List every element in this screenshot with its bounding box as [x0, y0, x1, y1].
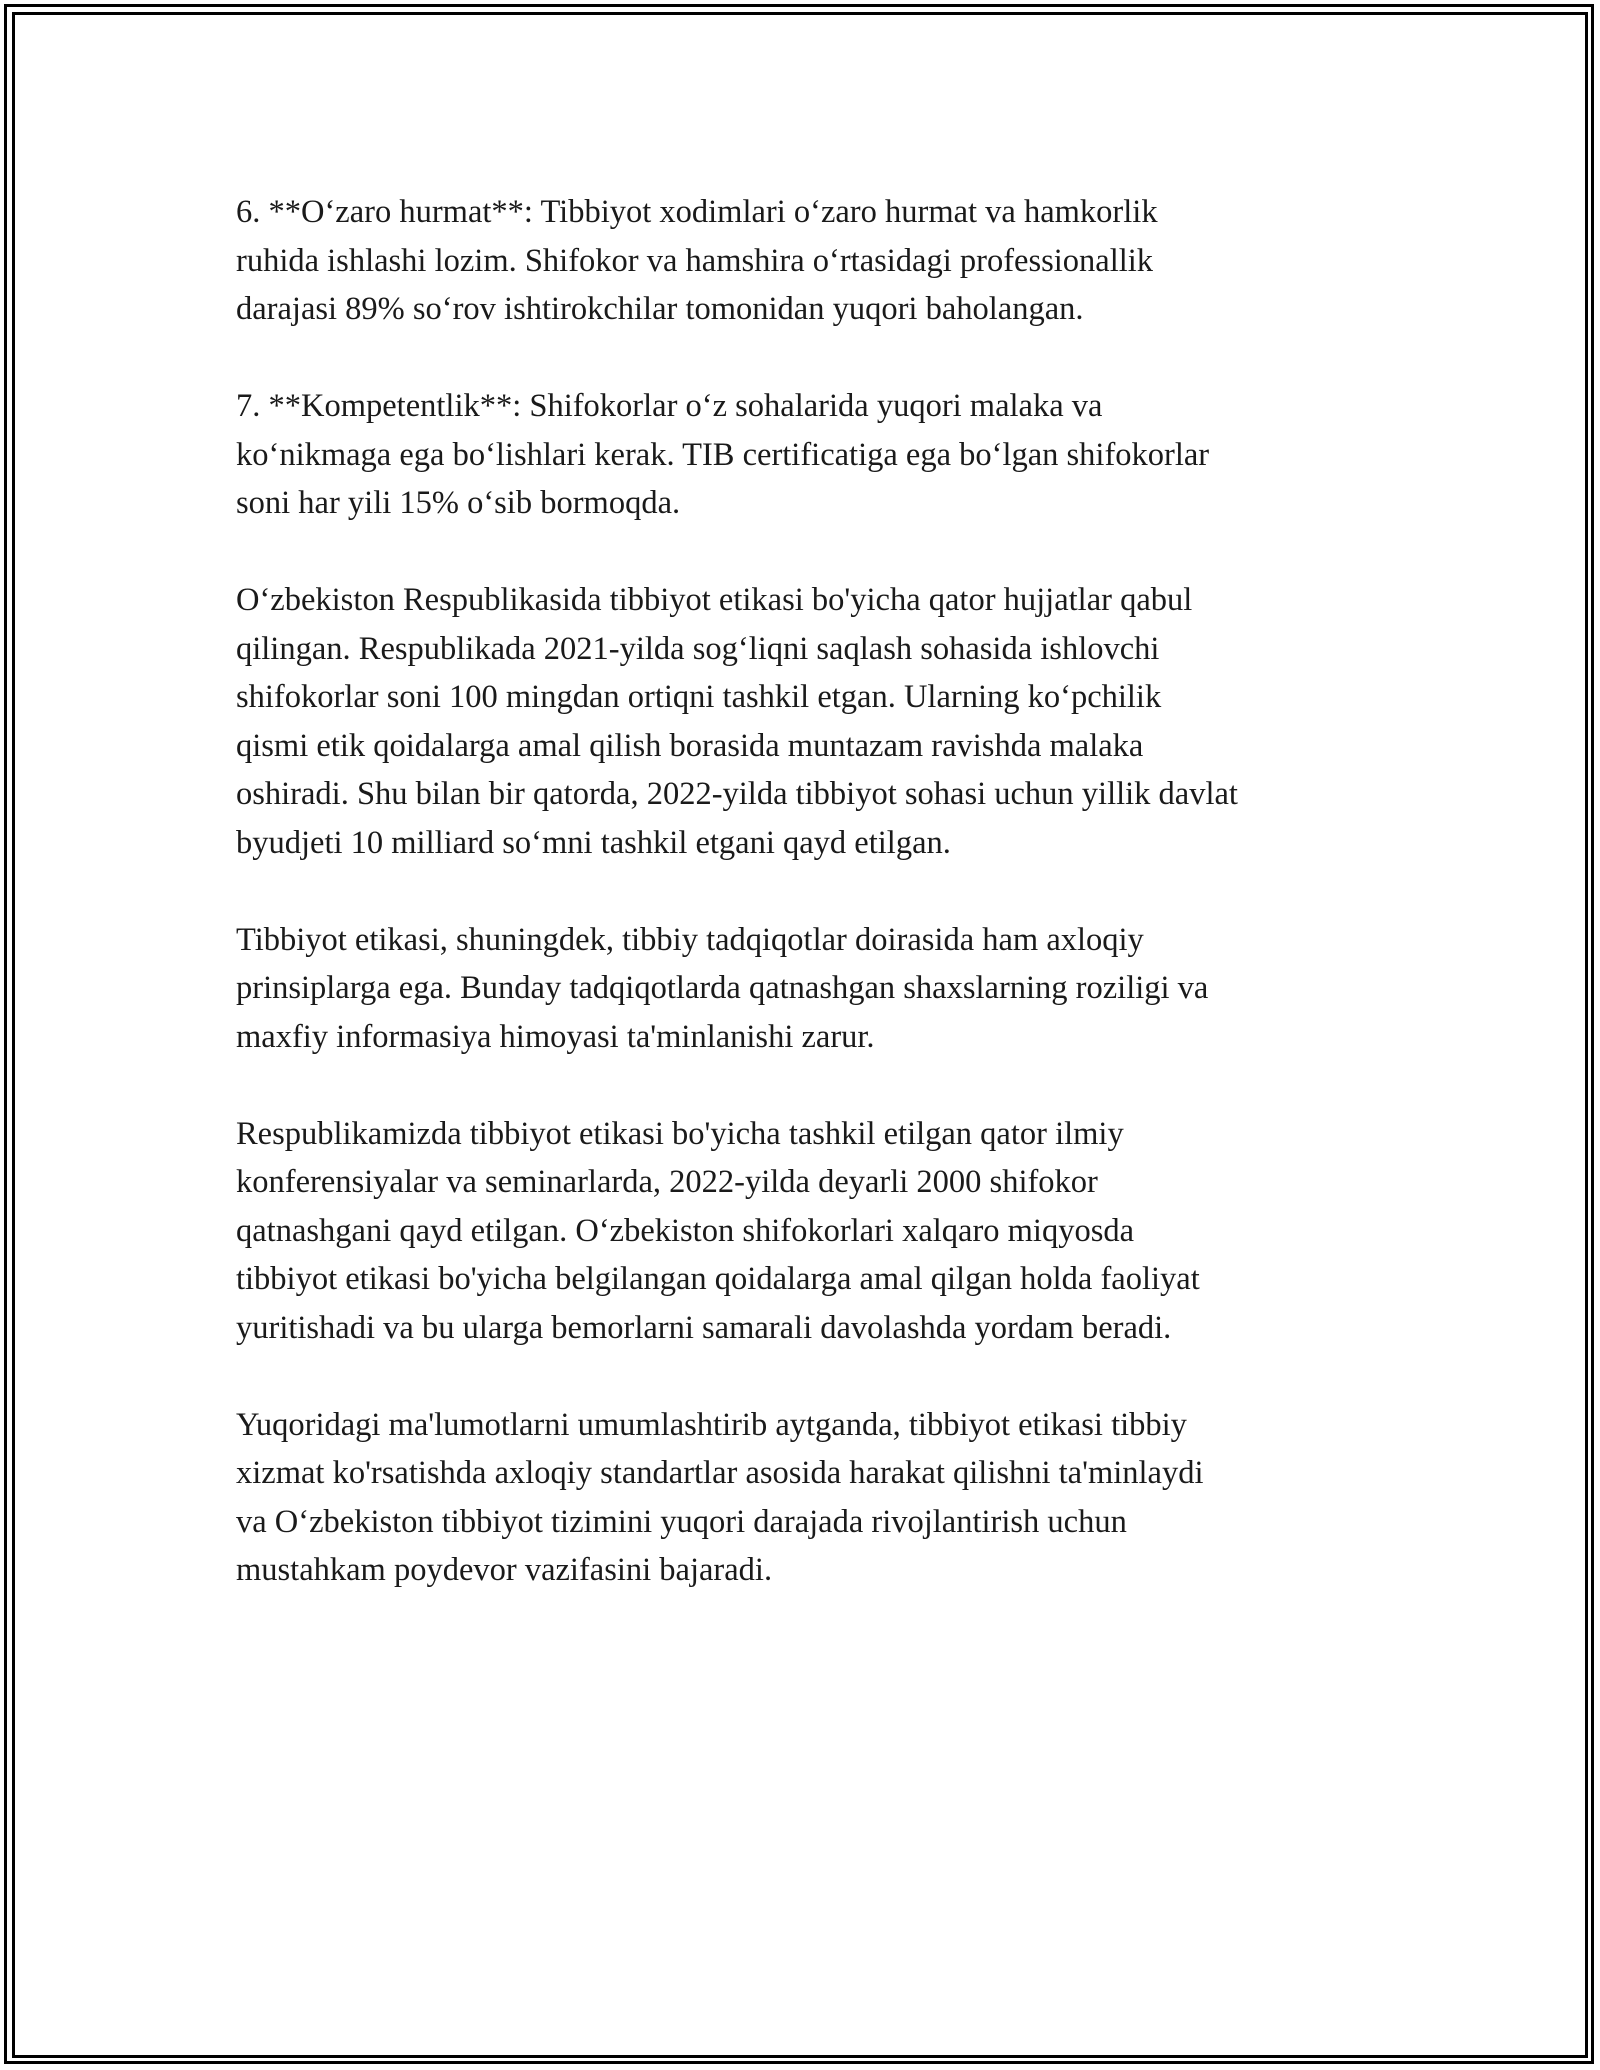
list-item-7 [236, 382, 1386, 528]
text-line: O‘zbekiston Respublikasida tibbiyot etikasi bo'yicha qator hujjatlar qabul [236, 582, 1193, 618]
list-item-6 [236, 188, 1386, 334]
text-line: konferensiyalar va seminarlarda, 2022-yilda deyarli 2000 shifokor [236, 1164, 1098, 1200]
paragraph-conclusion [236, 1401, 1386, 1595]
text-line: 7. **Kompetentlik**: Shifokorlar o‘z sohalarida yuqori malaka va [236, 388, 1103, 424]
text-line: mustahkam poydevor vazifasini bajaradi. [236, 1552, 773, 1588]
text-line: xizmat ko'rsatishda axloqiy standartlar asosida harakat qilishni ta'minlaydi [236, 1455, 1204, 1491]
text-line: darajasi 89% so‘rov ishtirokchilar tomonidan yuqori baholangan. [236, 291, 1084, 327]
paragraph-conferences [236, 1110, 1386, 1353]
text-line: tibbiyot etikasi bo'yicha belgilangan qoidalarga amal qilgan holda faoliyat [236, 1261, 1200, 1297]
text-line: qilingan. Respublikada 2021-yilda sog‘liqni saqlash sohasida ishlovchi [236, 630, 1160, 667]
text-line: ruhida ishlashi lozim. Shifokor va hamshira o‘rtasidagi professionallik [236, 242, 1154, 279]
text-line: Yuqoridagi ma'lumotlarni umumlashtirib aytganda, tibbiyot etikasi tibbiy [236, 1406, 1187, 1443]
text-line: Tibbiyot etikasi, shuningdek, tibbiy tadqiqotlar doirasida ham axloqiy [236, 921, 1144, 958]
text-line: oshiradi. Shu bilan bir qatorda, 2022-yilda tibbiyot sohasi uchun yillik davlat [236, 776, 1238, 812]
text-line: yuritishadi va bu ularga bemorlarni samarali davolashda yordam beradi. [236, 1309, 1172, 1346]
text-line: prinsiplarga ega. Bunday tadqiqotlarda qatnashgan shaxslarning roziligi va [236, 970, 1209, 1006]
text-line: qatnashgani qayd etilgan. O‘zbekiston shifokorlari xalqaro miqyosda [236, 1212, 1135, 1249]
text-line: shifokorlar soni 100 mingdan ortiqni tashkil etgan. Ularning ko‘pchilik [236, 679, 1162, 715]
document-body [236, 188, 1386, 1643]
text-line: qismi etik qoidalarga amal qilish borasida muntazam ravishda malaka [236, 727, 1144, 764]
text-line: byudjeti 10 milliard so‘mni tashkil etgani qayd etilgan. [236, 824, 951, 861]
text-line: 6. **O‘zaro hurmat**: Tibbiyot xodimlari o‘zaro hurmat va hamkorlik [236, 194, 1158, 230]
text-line: va O‘zbekiston tibbiyot tizimini yuqori darajada rivojlantirish uchun [236, 1503, 1127, 1540]
paragraph-regulations [236, 576, 1386, 867]
paragraph-research [236, 916, 1386, 1062]
text-line: maxfiy informasiya himoyasi ta'minlanishi zarur. [236, 1018, 875, 1055]
text-line: soni har yili 15% o‘sib bormoqda. [236, 485, 681, 521]
text-line: ko‘nikmaga ega bo‘lishlari kerak. TIB certificatiga ega bo‘lgan shifokorlar [236, 436, 1210, 473]
text-line: Respublikamizda tibbiyot etikasi bo'yicha tashkil etilgan qator ilmiy [236, 1115, 1124, 1152]
